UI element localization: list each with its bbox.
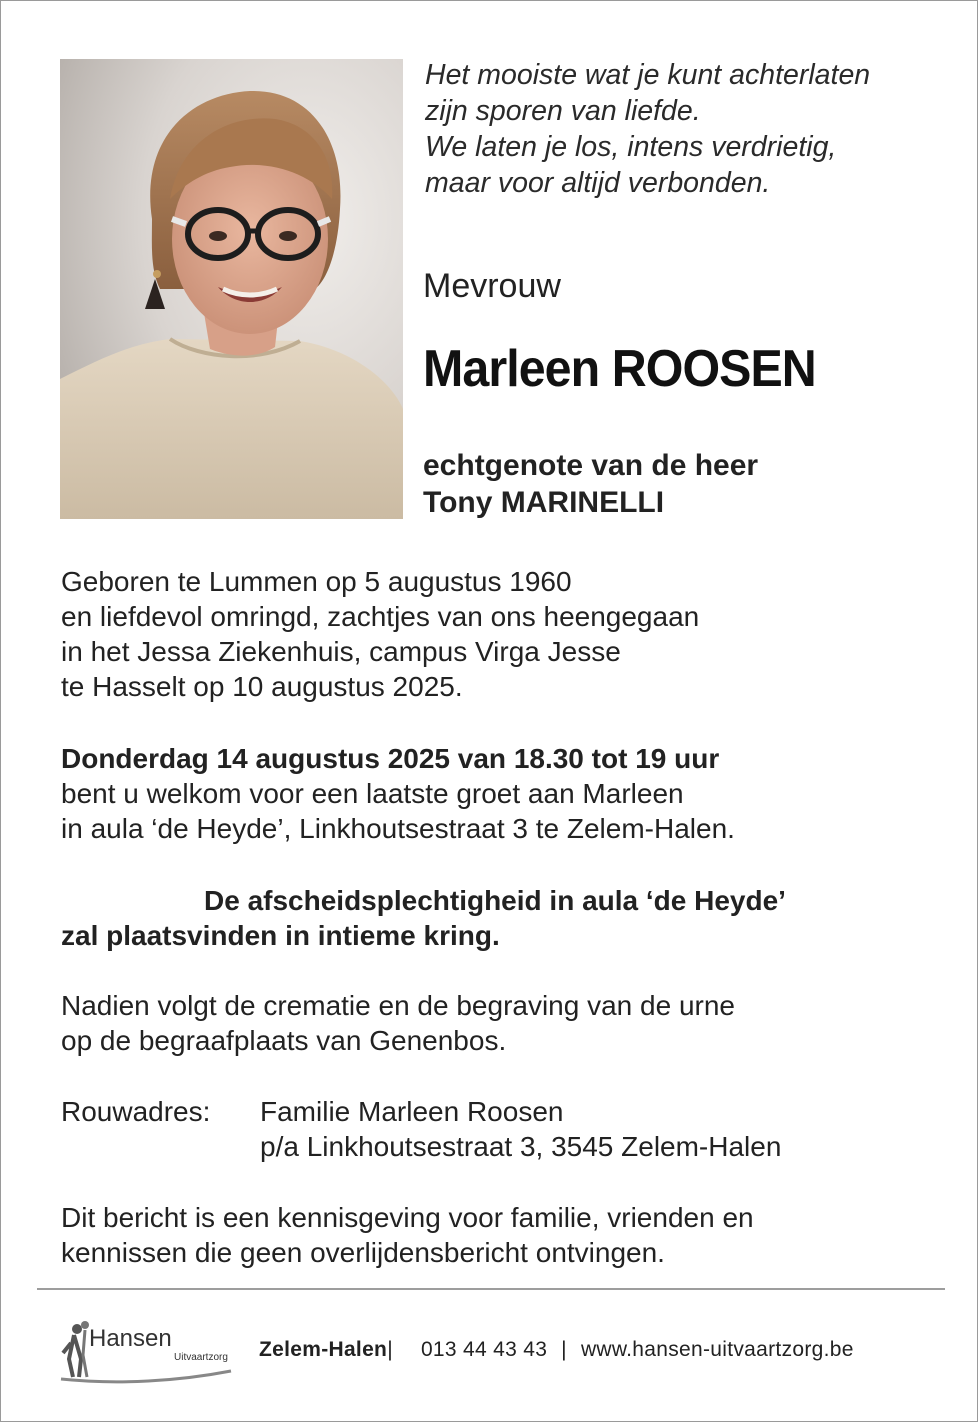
footer-city: Zelem-Halen bbox=[259, 1338, 388, 1361]
text-line: en liefdevol omringd, zachtjes van ons heengegaan bbox=[61, 601, 700, 632]
text-line: te Hasselt op 10 augustus 2025. bbox=[61, 671, 463, 702]
footer-phone[interactable]: 013 44 43 43 bbox=[420, 1338, 548, 1361]
text-line: bent u welkom voor een laatste groet aan Marleen bbox=[61, 778, 684, 809]
wake-date: Donderdag 14 augustus 2025 van 18.30 tot 19 uur bbox=[61, 743, 720, 774]
poem bbox=[425, 57, 870, 201]
spouse-info bbox=[423, 447, 758, 521]
text-line: op de begraafplaats van Genenbos. bbox=[61, 1025, 507, 1056]
text-line: zal plaatsvinden in intieme kring. bbox=[61, 920, 500, 951]
text-line: in het Jessa Ziekenhuis, campus Virga Jesse bbox=[61, 636, 621, 667]
poem-line: zijn sporen van liefde. bbox=[425, 95, 701, 127]
text-line: kennissen die geen overlijdensbericht ontvingen. bbox=[61, 1237, 665, 1268]
address-line: p/a Linkhoutsestraat 3, 3545 Zelem-Halen bbox=[260, 1131, 782, 1162]
logo-title: Hansen bbox=[89, 1325, 172, 1352]
salutation: Mevrouw bbox=[423, 267, 561, 305]
separator: | bbox=[387, 1338, 393, 1361]
footer bbox=[1, 1311, 979, 1391]
text-line: in aula ‘de Heyde’, Linkhoutsestraat 3 te Zelem-Halen. bbox=[61, 813, 735, 844]
cremation-info bbox=[61, 988, 735, 1058]
text-line: Nadien volgt de crematie en de begraving van de urne bbox=[61, 990, 735, 1021]
spouse-line: Tony MARINELLI bbox=[423, 486, 665, 519]
spouse-line: echtgenote van de heer bbox=[423, 449, 759, 482]
wake-info bbox=[61, 741, 735, 846]
portrait-photo bbox=[60, 59, 403, 519]
poem-line: Het mooiste wat je kunt achterlaten bbox=[425, 59, 871, 91]
divider bbox=[37, 1288, 945, 1290]
poem-line: We laten je los, intens verdrietig, bbox=[425, 131, 837, 163]
contact-line bbox=[259, 1338, 854, 1362]
footer-website-link[interactable]: www.hansen-uitvaartzorg.be bbox=[580, 1338, 854, 1361]
logo-subtitle: Uitvaartzorg bbox=[174, 1352, 228, 1363]
birth-death-info bbox=[61, 564, 699, 704]
text-line: De afscheidsplechtigheid in aula ‘de Heyde’ bbox=[204, 885, 786, 916]
address-value bbox=[260, 1094, 781, 1164]
address-label: Rouwadres: bbox=[61, 1096, 211, 1127]
text-line: Geboren te Lummen op 5 augustus 1960 bbox=[61, 566, 572, 597]
address-line: Familie Marleen Roosen bbox=[260, 1096, 564, 1127]
notice-text bbox=[61, 1200, 754, 1270]
hansen-logo bbox=[59, 1315, 239, 1387]
text-line: Dit bericht is een kennisgeving voor familie, vrienden en bbox=[61, 1202, 754, 1233]
ceremony-info bbox=[61, 883, 786, 953]
portrait-image bbox=[60, 59, 403, 519]
deceased-name: Marleen ROOSEN bbox=[423, 340, 816, 398]
poem-line: maar voor altijd verbonden. bbox=[425, 167, 771, 199]
separator: | bbox=[561, 1338, 567, 1361]
